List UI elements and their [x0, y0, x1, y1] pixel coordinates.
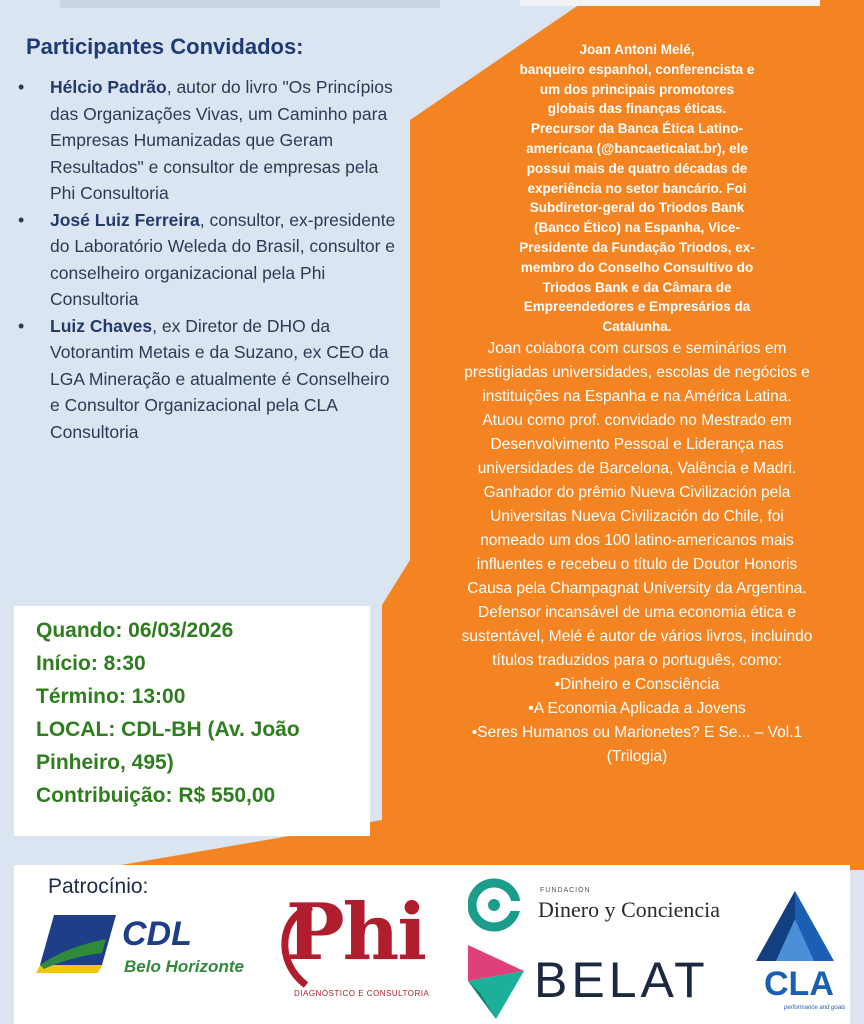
bio-line: influentes e recebeu o título de Doutor Honoris [476, 555, 798, 573]
list-item [18, 207, 402, 313]
bio-bold-line: (Banco Ético) na Espanha, Vice- [533, 220, 741, 236]
bio-line: Defensor incansável de uma economia ética e [478, 603, 796, 621]
sponsors-label: Patrocínio: [48, 875, 149, 898]
event-info-box [14, 606, 370, 836]
sponsors-footer [14, 865, 850, 1024]
participant-name: Luiz Chaves [50, 315, 153, 336]
bio-bold-line: um dos principais promotores [539, 81, 735, 97]
cla-logo-tagline: performance and goals [784, 1005, 846, 1011]
cdl-logo-city: Belo Horizonte [124, 957, 244, 976]
speaker-bio [412, 40, 862, 769]
top-cropped-strip-right [520, 0, 820, 6]
bio-line: nomeado um dos 100 latino-americanos mais [480, 531, 794, 549]
cla-logo-triangle-icon [754, 889, 836, 965]
list-item [18, 74, 402, 207]
participant-desc: , consultor, ex-presidente do Laboratório Weleda do Brasil, consultor e conselheiro organizacional pela Phi Consultoria [50, 209, 396, 309]
bio-line: títulos traduzidos para o português, como: [492, 651, 782, 669]
cdl-logo-name: CDL [122, 915, 192, 953]
bio-line: Desenvolvimento Pessoal e Liderança nas [490, 435, 784, 453]
bio-line: instituições na Espanha e na América Latina. [482, 387, 792, 405]
participant-name: Hélcio Padrão [50, 77, 167, 97]
bio-bold-line: americana (@bancaeticalat.br), ele [526, 140, 748, 156]
bullet-icon: • [18, 209, 25, 230]
bio-bold-line: Empreendedores e Empresários da [523, 299, 751, 315]
top-cropped-strip [60, 0, 440, 8]
belat-logo-icon [466, 943, 526, 1021]
bio-line: Atuou como prof. convidado no Mestrado em [482, 411, 792, 429]
list-item [18, 313, 402, 446]
bio-regular-block [412, 337, 862, 769]
participants-list [18, 74, 402, 445]
participants-title: Participantes Convidados: [26, 34, 304, 59]
cla-logo-word: CLA [764, 965, 834, 1003]
participant-name: José Luiz Ferreira [50, 209, 200, 230]
bio-bold-line: Subdiretor-geral do Triodos Bank [529, 200, 745, 216]
event-start: Início: 8:30 [36, 652, 146, 675]
bio-bold-line: Triodos Bank e da Câmara de [542, 279, 732, 295]
event-location-line2: Pinheiro, 495) [36, 751, 174, 774]
bio-bold-line: Catalunha. [602, 319, 672, 335]
event-location-line1: LOCAL: CDL-BH (Av. João [36, 718, 300, 741]
event-contribution: Contribuição: R$ 550,00 [36, 784, 276, 807]
bio-line: universidades de Barcelona, Valência e Madri. [477, 459, 797, 477]
bio-book-item: (Trilogia) [606, 747, 668, 765]
bio-line: prestigiadas universidades, escolas de negócios e [464, 363, 810, 381]
bullet-icon: • [18, 315, 25, 336]
bio-line: sustentável, Melé é autor de vários livros, incluindo [461, 627, 813, 645]
event-date: Quando: 06/03/2026 [36, 619, 234, 642]
dinero-conciencia-logo-icon [468, 877, 522, 937]
phi-logo-subtitle: DIAGNÓSTICO E CONSULTORIA [294, 989, 430, 998]
bio-line: Universitas Nueva Civilización do Chile, foi [490, 507, 784, 525]
bio-book-item: •Dinheiro e Consciência [554, 675, 720, 693]
bio-line: Causa pela Champagnat University da Argentina. [467, 579, 807, 597]
bio-bold-line: possui mais de quatro décadas de [526, 160, 748, 176]
bio-book-item: •Seres Humanos ou Marionetes? E Se... – Vol.1 [471, 723, 803, 741]
bio-line: Joan colabora com cursos e seminários em [487, 339, 787, 357]
bio-line: Ganhador do prêmio Nueva Civilización pela [483, 483, 791, 501]
phi-logo-word: Phi [286, 887, 425, 978]
fundacion-name: Dinero y Conciencia [538, 897, 721, 922]
bio-bold-line: Joan Antoni Melé, [579, 42, 695, 57]
bio-bold-line: membro do Conselho Consultivo do [520, 259, 754, 275]
bio-bold-line: banqueiro espanhol, conferencista e [519, 61, 755, 77]
participant-desc: , ex Diretor de DHO da Votorantim Metais e da Suzano, ex CEO da LGA Mineração e atualmente é Conselheiro e Consultor Organizacional pela CLA Consultoria [50, 315, 390, 442]
bullet-icon: • [18, 77, 25, 97]
fundacion-label: FUNDACIÓN [540, 887, 591, 894]
bio-bold-line: experiência no setor bancário. Foi [527, 180, 747, 196]
participants-section [18, 34, 402, 445]
bio-bold-line: Precursor da Banca Ética Latino- [530, 121, 744, 137]
bio-book-item: •A Economia Aplicada a Jovens [528, 699, 746, 717]
cdl-logo-icon [36, 911, 122, 977]
bio-bold-line: globais das finanças éticas. [547, 101, 727, 117]
event-end: Término: 13:00 [36, 685, 186, 708]
belat-logo-word: BELAT [534, 952, 709, 1008]
participant-desc: , autor do livro "Os Princípios das Organizações Vivas, um Caminho para Empresas Humanizadas que Geram Resultados" e consultor de empresas pela Phi Consultoria [50, 77, 393, 203]
bio-bold-block [412, 40, 862, 337]
bio-bold-line: Presidente da Fundação Triodos, ex- [519, 239, 755, 255]
